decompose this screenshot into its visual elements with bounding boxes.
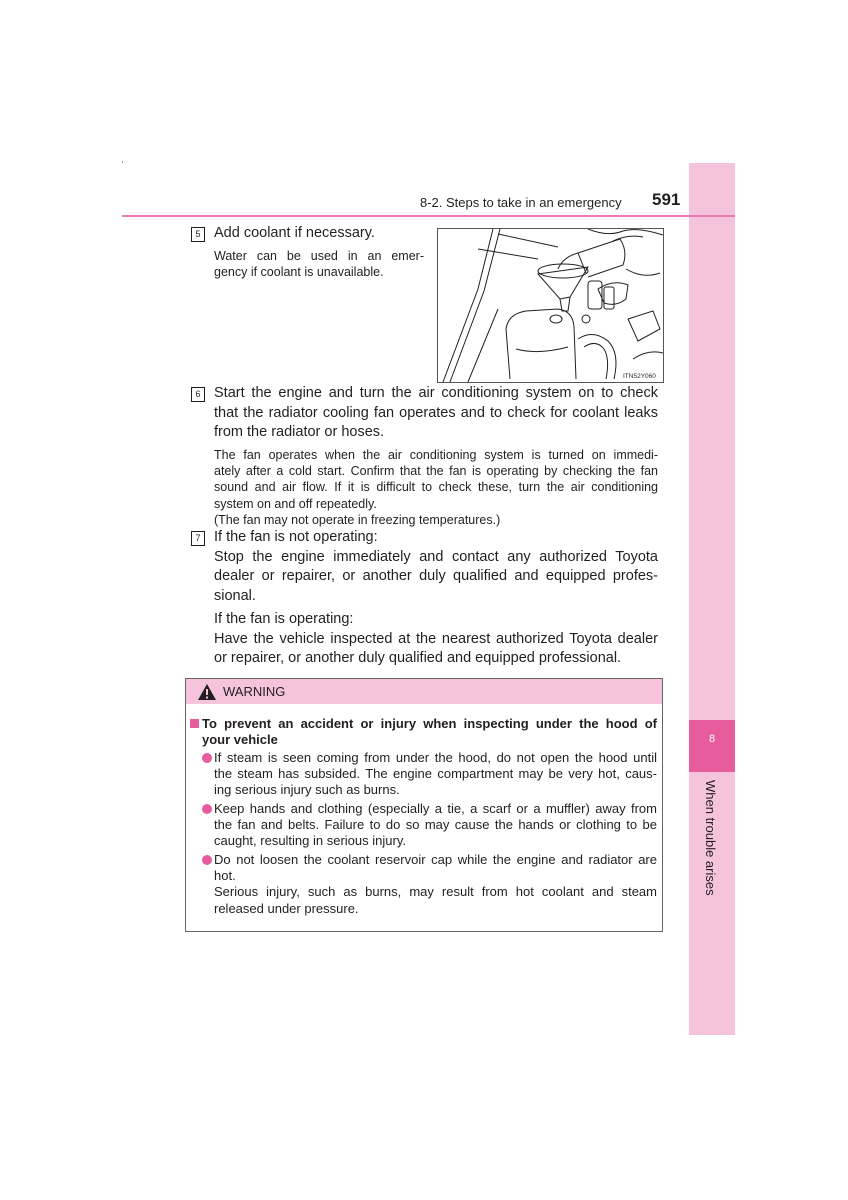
text-line: or repairer, or another duly qualified and equipped professional. bbox=[214, 650, 622, 666]
note-line: gency if coolant is unavailable. bbox=[214, 265, 384, 280]
text-line: dealer or repairer, or another duly qualified and equipped profes- bbox=[214, 568, 658, 584]
warning-heading bbox=[202, 716, 657, 748]
bullet-line: ing serious injury such as burns. bbox=[214, 782, 400, 798]
note-line: Water can be used in an emer- bbox=[214, 249, 424, 263]
note-line: The fan operates when the air conditioning system is turned on immedi- bbox=[214, 448, 658, 462]
bullet-line: Do not loosen the coolant reservoir cap while the engine and radiator are bbox=[214, 852, 657, 867]
note-line: system on and off repeatedly. bbox=[214, 496, 377, 511]
note-line: ately after a cold start. Confirm that the fan is operating by checking the fan bbox=[214, 464, 658, 479]
step-7-text-fan-operating bbox=[214, 610, 658, 669]
bullet-line: Keep hands and clothing (especially a tie, a scarf or a muffler) away from bbox=[214, 801, 657, 816]
bullet-line: the fan and belts. Failure to do so may cause the hands or clothing to be bbox=[214, 817, 657, 833]
engine-bay-drawing bbox=[438, 229, 663, 382]
text-line: that the radiator cooling fan operates and to check for coolant leaks bbox=[214, 404, 658, 421]
chapter-label: When trouble arises bbox=[703, 780, 718, 896]
bullet-line: released under pressure. bbox=[214, 900, 359, 916]
step-6-text bbox=[214, 384, 658, 443]
bullet-icon bbox=[202, 855, 212, 865]
text-line: Start the engine and turn the air conditioning system on to check bbox=[214, 385, 658, 401]
bullet-line: caught, resulting in serious injury. bbox=[214, 833, 406, 849]
bullet-line: the steam has subsided. The engine compartment may be very hot, caus- bbox=[214, 766, 657, 782]
text-line: Have the vehicle inspected at the nearest authorized Toyota dealer bbox=[214, 630, 658, 647]
heading-line: To prevent an accident or injury when inspecting under the hood of bbox=[202, 716, 657, 731]
step-number-box: 6 bbox=[191, 387, 205, 402]
warning-label: WARNING bbox=[223, 684, 286, 699]
crop-mark bbox=[122, 161, 123, 163]
warning-triangle-icon bbox=[197, 683, 217, 706]
heading-square-icon bbox=[190, 719, 199, 728]
text-line: from the radiator or hoses. bbox=[214, 424, 385, 440]
step-7-text bbox=[214, 528, 658, 606]
heading-line: your vehicle bbox=[202, 732, 278, 747]
step-6-note bbox=[214, 447, 658, 528]
bullet-line: Serious injury, such as burns, may result from hot coolant and steam bbox=[214, 884, 657, 900]
step-5-note bbox=[214, 248, 424, 280]
text-line: Stop the engine immediately and contact any authorized Toyota bbox=[214, 548, 658, 565]
note-line: (The fan may not operate in freezing temperatures.) bbox=[214, 512, 501, 527]
chapter-side-tab bbox=[689, 163, 735, 1035]
step-5-text: Add coolant if necessary. bbox=[214, 225, 375, 241]
text-line: If the fan is not operating: bbox=[214, 529, 378, 545]
bullet-line: If steam is seen coming from under the hood, do not open the hood until bbox=[214, 750, 657, 765]
engine-coolant-illustration bbox=[437, 228, 664, 383]
page-number: 591 bbox=[652, 190, 681, 209]
step-number-box: 5 bbox=[191, 227, 205, 242]
bullet-line: hot. bbox=[214, 868, 236, 884]
bullet-icon bbox=[202, 804, 212, 814]
warning-bullet-2 bbox=[214, 801, 657, 850]
step-number-box: 7 bbox=[191, 531, 205, 546]
text-line: sional. bbox=[214, 587, 256, 604]
note-line: sound and air flow. If it is difficult to check these, turn the air conditioning bbox=[214, 480, 658, 495]
illustration-code: ITN52Y060 bbox=[623, 373, 656, 380]
text-line: If the fan is operating: bbox=[214, 611, 354, 627]
bullet-icon bbox=[202, 753, 212, 763]
chapter-number: 8 bbox=[708, 733, 716, 745]
header-rule bbox=[122, 215, 735, 217]
chapter-number-box bbox=[689, 720, 735, 772]
section-title: 8-2. Steps to take in an emergency bbox=[420, 195, 622, 210]
warning-bullet-3 bbox=[214, 852, 657, 917]
warning-bullet-1 bbox=[214, 750, 657, 799]
